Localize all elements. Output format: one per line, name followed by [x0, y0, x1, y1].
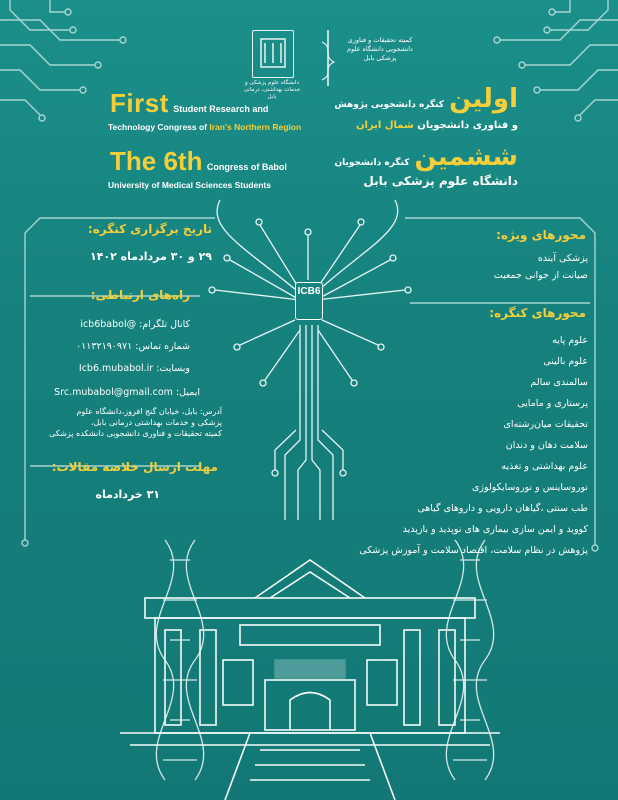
topic-item: علوم پایه — [552, 335, 588, 346]
address-block — [40, 406, 222, 439]
en-sixth-big: The 6th — [110, 146, 203, 176]
university-logo-caption: دانشگاه علوم پزشکی و خدمات بهداشتی، درمانی بابل — [243, 80, 301, 100]
fa-first-line2: و فناوری دانشجویان شمال ایران — [355, 120, 518, 131]
address-line-1: آدرس: بابل، خیابان گنج افروز،دانشگاه علوم — [76, 407, 222, 416]
en-first-title — [110, 88, 310, 119]
fa-sixth-big: ششمین — [414, 142, 518, 172]
en-first-line2: Technology Congress of Iran's Northern Region — [108, 122, 302, 132]
topic-item: نوروساینس و نوروسایکولوژی — [471, 482, 588, 493]
special-topics-heading: محورهای ویژه: — [496, 228, 586, 242]
fa-sixth-line1: کنگره دانشجویان — [334, 158, 410, 168]
congress-topics-heading: محورهای کنگره: — [489, 306, 586, 320]
fa-first-big: اولین — [449, 84, 518, 114]
en-sixth-title — [110, 146, 310, 177]
en-first-big: First — [110, 88, 169, 118]
special-topic: پزشکی آینده — [537, 253, 588, 264]
research-committee-caption: کمیته تحقیقات و فناوری دانشجویی دانشگاه علوم پزشکی بابل — [347, 36, 413, 62]
caduceus-icon — [318, 28, 338, 88]
fa-sixth-line2: دانشگاه علوم پزشکی بابل — [363, 174, 518, 188]
fa-first-line1: کنگره دانشجویی پژوهش — [334, 100, 445, 110]
icb6-badge: ICB6 — [295, 282, 323, 320]
email-address[interactable]: ایمیل: Src.mubabol@gmail.com — [54, 387, 200, 398]
university-logo — [252, 30, 294, 78]
website-link[interactable]: وبسایت: Icb6.mubabol.ir — [78, 363, 190, 374]
date-heading: تاریخ برگزاری کنگره: — [87, 222, 212, 236]
en-sixth-line1: Congress of Babol — [206, 162, 287, 172]
topic-item: علوم بهداشتی و تغذیه — [501, 461, 588, 472]
contact-heading: راه‌های ارتباطی: — [90, 288, 190, 302]
telegram-channel[interactable]: کانال تلگرام: @icb6babol — [80, 319, 190, 330]
topic-item: پژوهش در نظام سلامت، اقتصاد سلامت و آموزش پزشکی — [359, 545, 588, 556]
special-topics-list — [410, 250, 588, 284]
university-emblem-icon — [253, 31, 293, 77]
topic-item: سلامت دهان و دندان — [505, 440, 588, 451]
topic-item: تحقیقات میان‌رشته‌ای — [503, 419, 588, 430]
fa-first-title — [320, 84, 518, 114]
topic-item: طب سنتی ،گیاهان دارویی و داروهای گیاهی — [417, 503, 588, 514]
en-sixth-line2: University of Medical Sciences Students — [108, 180, 271, 190]
special-topic: صیانت از جوانی جمعیت — [493, 270, 588, 281]
date-value: ۲۹ و ۳۰ مردادماه ۱۴۰۲ — [89, 250, 212, 263]
en-first-line1: Student Research and — [173, 104, 269, 114]
topic-item: سالمندی سالم — [530, 377, 588, 388]
deadline-value: ۳۱ خردادماه — [95, 488, 160, 501]
topic-item: علوم بالینی — [543, 356, 588, 367]
deadline-heading: مهلت ارسال خلاصه مقالات: — [51, 460, 218, 474]
caduceus-logo — [318, 28, 338, 88]
address-line-3: کمیته تحقیقات و فناوری دانشجویی دانشکده پزشکی — [49, 429, 222, 438]
phone-number[interactable]: شماره تماس: ۰۱۱۳۲۱۹۰۹۷۱ — [76, 341, 190, 352]
address-line-2: پزشکی و خدمات بهداشتی درمانی بابل، — [90, 418, 222, 427]
fa-sixth-title — [320, 142, 518, 172]
topic-item: پرستاری و مامایی — [517, 398, 588, 409]
congress-topics-list — [330, 330, 588, 561]
topic-item: کووید و ایمن سازی بیماری های نوپدید و بازپدید — [402, 524, 588, 535]
